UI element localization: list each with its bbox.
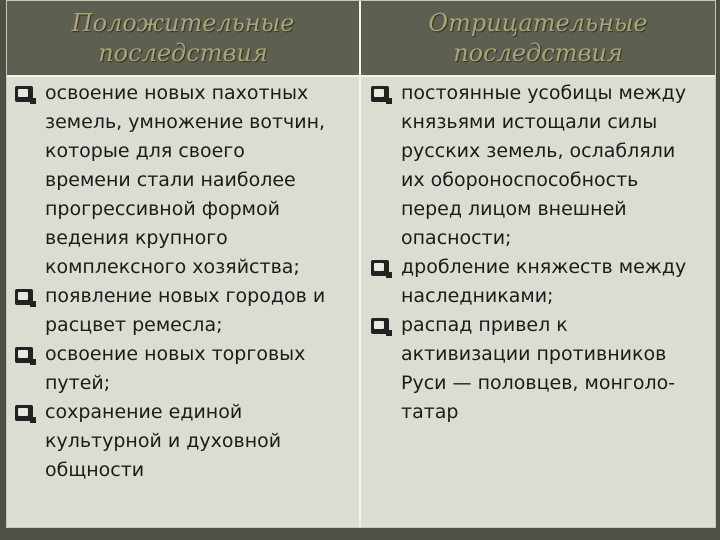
list-item bbox=[367, 311, 713, 427]
checkbox-bullet-icon bbox=[15, 405, 33, 421]
list-item bbox=[367, 79, 713, 253]
positive-column bbox=[11, 79, 355, 485]
list-item-text: освоение новых пахотных земель, умножение вотчин, которые для своего времени стали наиболее прогрессивной формой ведения крупного комплексного хозяйства; bbox=[45, 82, 326, 278]
list-item-text: сохранение единой культурной и духовной общности bbox=[45, 401, 282, 481]
list-item-text: освоение новых торговых путей; bbox=[45, 343, 306, 394]
column-divider bbox=[359, 1, 361, 527]
checkbox-bullet-icon bbox=[15, 86, 33, 102]
checkbox-bullet-icon bbox=[371, 318, 389, 334]
list-item bbox=[11, 340, 355, 398]
list-item-text: появление новых городов и расцвет ремесла; bbox=[45, 285, 326, 336]
header-positive: Положительные последствия bbox=[71, 9, 295, 67]
consequences-table bbox=[6, 0, 716, 528]
list-item-text: постоянные усобицы между князьями истощали силы русских земель, ослабляли их обороноспособность перед лицом внешней опасности; bbox=[401, 82, 687, 249]
list-item bbox=[11, 282, 355, 340]
checkbox-bullet-icon bbox=[371, 260, 389, 276]
checkbox-bullet-icon bbox=[15, 347, 33, 363]
list-item bbox=[11, 398, 355, 485]
list-item bbox=[11, 79, 355, 282]
checkbox-bullet-icon bbox=[15, 289, 33, 305]
header-negative: Отрицательные последствия bbox=[428, 9, 648, 67]
checkbox-bullet-icon bbox=[371, 86, 389, 102]
negative-column bbox=[367, 79, 713, 427]
list-item-text: распад привел к активизации противников Руси — половцев, монголо- татар bbox=[401, 314, 676, 423]
list-item bbox=[367, 253, 713, 311]
list-item-text: дробление княжеств между наследниками; bbox=[401, 256, 687, 307]
